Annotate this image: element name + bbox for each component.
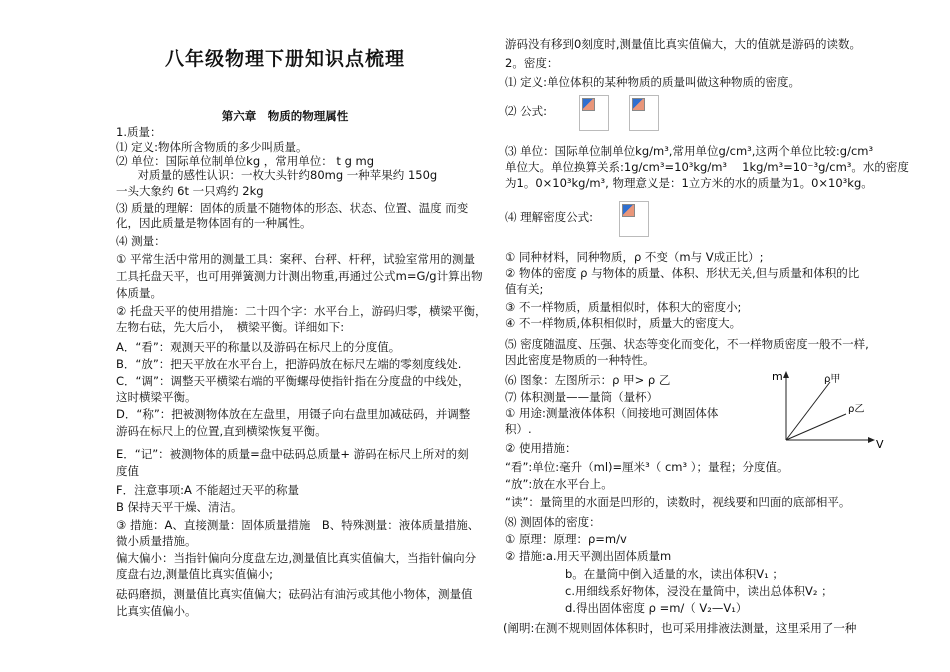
right-text-line: c.用细线系好物体，浸没在量筒中，读出总体积V₂ ； [565,584,833,598]
y-axis-arrow [783,371,789,378]
left-text-line: B．“放”：把天平放在水平台上，把游码放在标尺左端的零刻度线处. [116,357,462,371]
left-text-line: 偏大偏小：当指针偏向分度盘左边,测量值比真实值偏大，当指针偏向分 [116,551,477,565]
label-rho-yi: ρ乙 [848,404,865,415]
right-text-line: 游码没有移到0刻度时,测量值比真实值偏大，大的值就是游码的读数。 [505,37,861,51]
left-text-line: 这时横梁平衡。 [116,390,197,404]
right-text-line: ① 同种材料，同种物质，ρ 不变（m与 V成正比）; [505,250,764,264]
left-text-line: ⑶ 质量的理解：固体的质量不随物体的形态、状态、位置、温度 而变 [116,201,469,215]
right-text-line: 值有关; [505,282,544,296]
left-text-line: ② 托盘天平的使用措施：二十四个字：水平台上，游码归零，横梁平衡， [116,304,487,318]
label-rho-jia: ρ甲 [824,374,841,385]
left-text-line: 比真实值偏小。 [116,604,197,618]
right-text-line: ⑶ 单位：国际单位制单位kg/m³,常用单位g/cm³,这两个单位比较:g/cm³ [505,144,874,158]
right-text-line: 单位大。单位换算关系:1g/cm³=10³kg/m³ 1kg/m³=10⁻³g/cm³。水的密度 [505,160,909,174]
right-text-line: “放”:放在水平台上。 [505,477,613,491]
right-text-line: ④ 不一样物质,体积相似时，质量大的密度大。 [505,316,742,330]
right-text-line: ⑺ 体积测量——量筒（量杯） [505,390,659,404]
right-text-line: “看”:单位:毫升（ml)=厘米³（ cm³ ）；量程；分度值。 [505,460,789,474]
left-text-line: 1.质量： [116,125,162,139]
x-axis-arrow [868,437,875,443]
right-text-line: 为1。0×10³kg/m³, 物理意义是：1立方米的水的质量为1。0×10³kg。 [505,176,873,190]
right-text-line: ③ 不一样物质，质量相似时，体积大的密度小; [505,300,742,314]
left-text-line: 度盘右边,测量值比真实值偏小; [116,567,274,581]
right-text-line: ⑻ 测固体的密度： [505,515,601,529]
left-text-line: ③ 措施：A、直接测量：固体质量措施 B、特殊测量：液体质量措施、 [116,518,480,532]
y-axis-label: m [772,370,783,383]
left-text-line: C．“调”：调整天平横梁右端的平衡螺母使指针指在分度盘的中线处， [116,374,470,388]
image-placeholder-icon [622,204,635,217]
left-text-line: ⑴ 定义:物体所含物质的多少叫质量。 [116,140,308,154]
right-text-line: ② 措施:a.用天平测出固体质量m [505,549,672,563]
image-placeholder-icon [582,98,595,111]
right-text-line: “读”：量筒里的水面是凹形的，读数时，视线要和凹面的底部相平。 [505,495,851,509]
right-text-line: d.得出固体密度 ρ =m/（ V₂—V₁） [565,601,748,615]
right-text-line: ② 使用措施： [505,441,577,455]
left-text-line: 化，因此质量是物体固有的一种属性。 [116,216,312,230]
left-text-line: 体质量。 [116,286,162,300]
left-text-line: F．注意事项:A 不能超过天平的称量 [116,483,300,497]
formula-image-1 [579,95,609,131]
formula-image-2 [629,95,659,131]
line-rho-jia [786,382,830,440]
left-text-line: B 保持天平干燥、清洁。 [116,500,243,514]
right-text-line: ⑸ 密度随温度、压强、状态等变化而变化，不一样物质密度一般不一样, [505,337,869,351]
formula-image-3 [619,201,649,237]
left-text-line: 对质量的感性认识：一枚大头针约80mg 一种苹果约 150g [126,168,438,182]
right-text-line: ⑷ 理解密度公式: [505,210,594,224]
page-title: 八年级物理下册知识点梳理 [164,48,405,70]
right-text-line: ① 原理：原理：ρ=m/v [505,532,627,546]
right-text-line: (阐明:在测不规则固体体积时，也可采用排液法测量，这里采用了一种 [503,621,857,635]
right-text-line: 因此密度是物质的一种特性。 [505,353,655,367]
left-text-line: 度值 [116,464,139,478]
left-text-line: D．“称”：把被测物体放在左盘里，用镊子向右盘里加减砝码，并调整 [116,407,471,421]
left-text-line: 砝码磨损，测量值比真实值偏大；砝码沾有油污或其他小物体，测量值 [116,587,473,601]
right-text-line: ⑴ 定义:单位体积的某种物质的质量叫做这种物质的密度。 [505,75,801,89]
right-text-line: 2。密度： [505,56,559,70]
chapter-heading: 第六章 物质的物理属性 [221,109,349,123]
left-text-line: A．“看”：观测天平的称量以及游码在标尺上的分度值。 [116,340,401,354]
left-text-line: 微小质量措施。 [116,534,197,548]
line-rho-yi [786,414,846,440]
right-text-line: b。在量筒中倒入适量的水，读出体积V₁ ； [565,567,784,581]
left-text-line: 一头大象约 6t 一只鸡约 2kg [116,184,264,198]
right-text-line: ① 用途:测量液体体积（间接地可测固体体 [505,406,719,420]
left-text-line: 游码在标尺上的位置,直到横梁恢复平衡。 [116,424,327,438]
left-text-line: ① 平常生活中常用的测量工具：案秤、台秤、杆秤，试验室常用的测量 [116,252,475,266]
right-text-line: 积）. [505,422,532,436]
right-text-line: ⑹ 图象：左图所示：ρ 甲> ρ 乙 [505,373,671,387]
density-graph [768,368,898,450]
left-text-line: ⑵ 单位：国际单位制单位kg ，常用单位： t g mg [116,154,375,168]
right-text-line: ② 物体的密度 ρ 与物体的质量、体积、形状无关,但与质量和体积的比 [505,266,860,280]
right-text-line: ⑵ 公式: [505,104,548,118]
left-text-line: 工具托盘天平，也可用弹簧测力计测出物重,再通过公式m=G/g计算出物 [116,269,483,283]
x-axis-label: V [876,438,884,450]
left-text-line: ⑷ 测量： [116,234,166,248]
image-placeholder-icon [632,98,645,111]
left-text-line: E．“记”：被测物体的质量=盘中砝码总质量+ 游码在标尺上所对的刻 [116,447,469,461]
left-text-line: 左物右砝，先大后小， 横梁平衡。详细如下: [116,320,345,334]
